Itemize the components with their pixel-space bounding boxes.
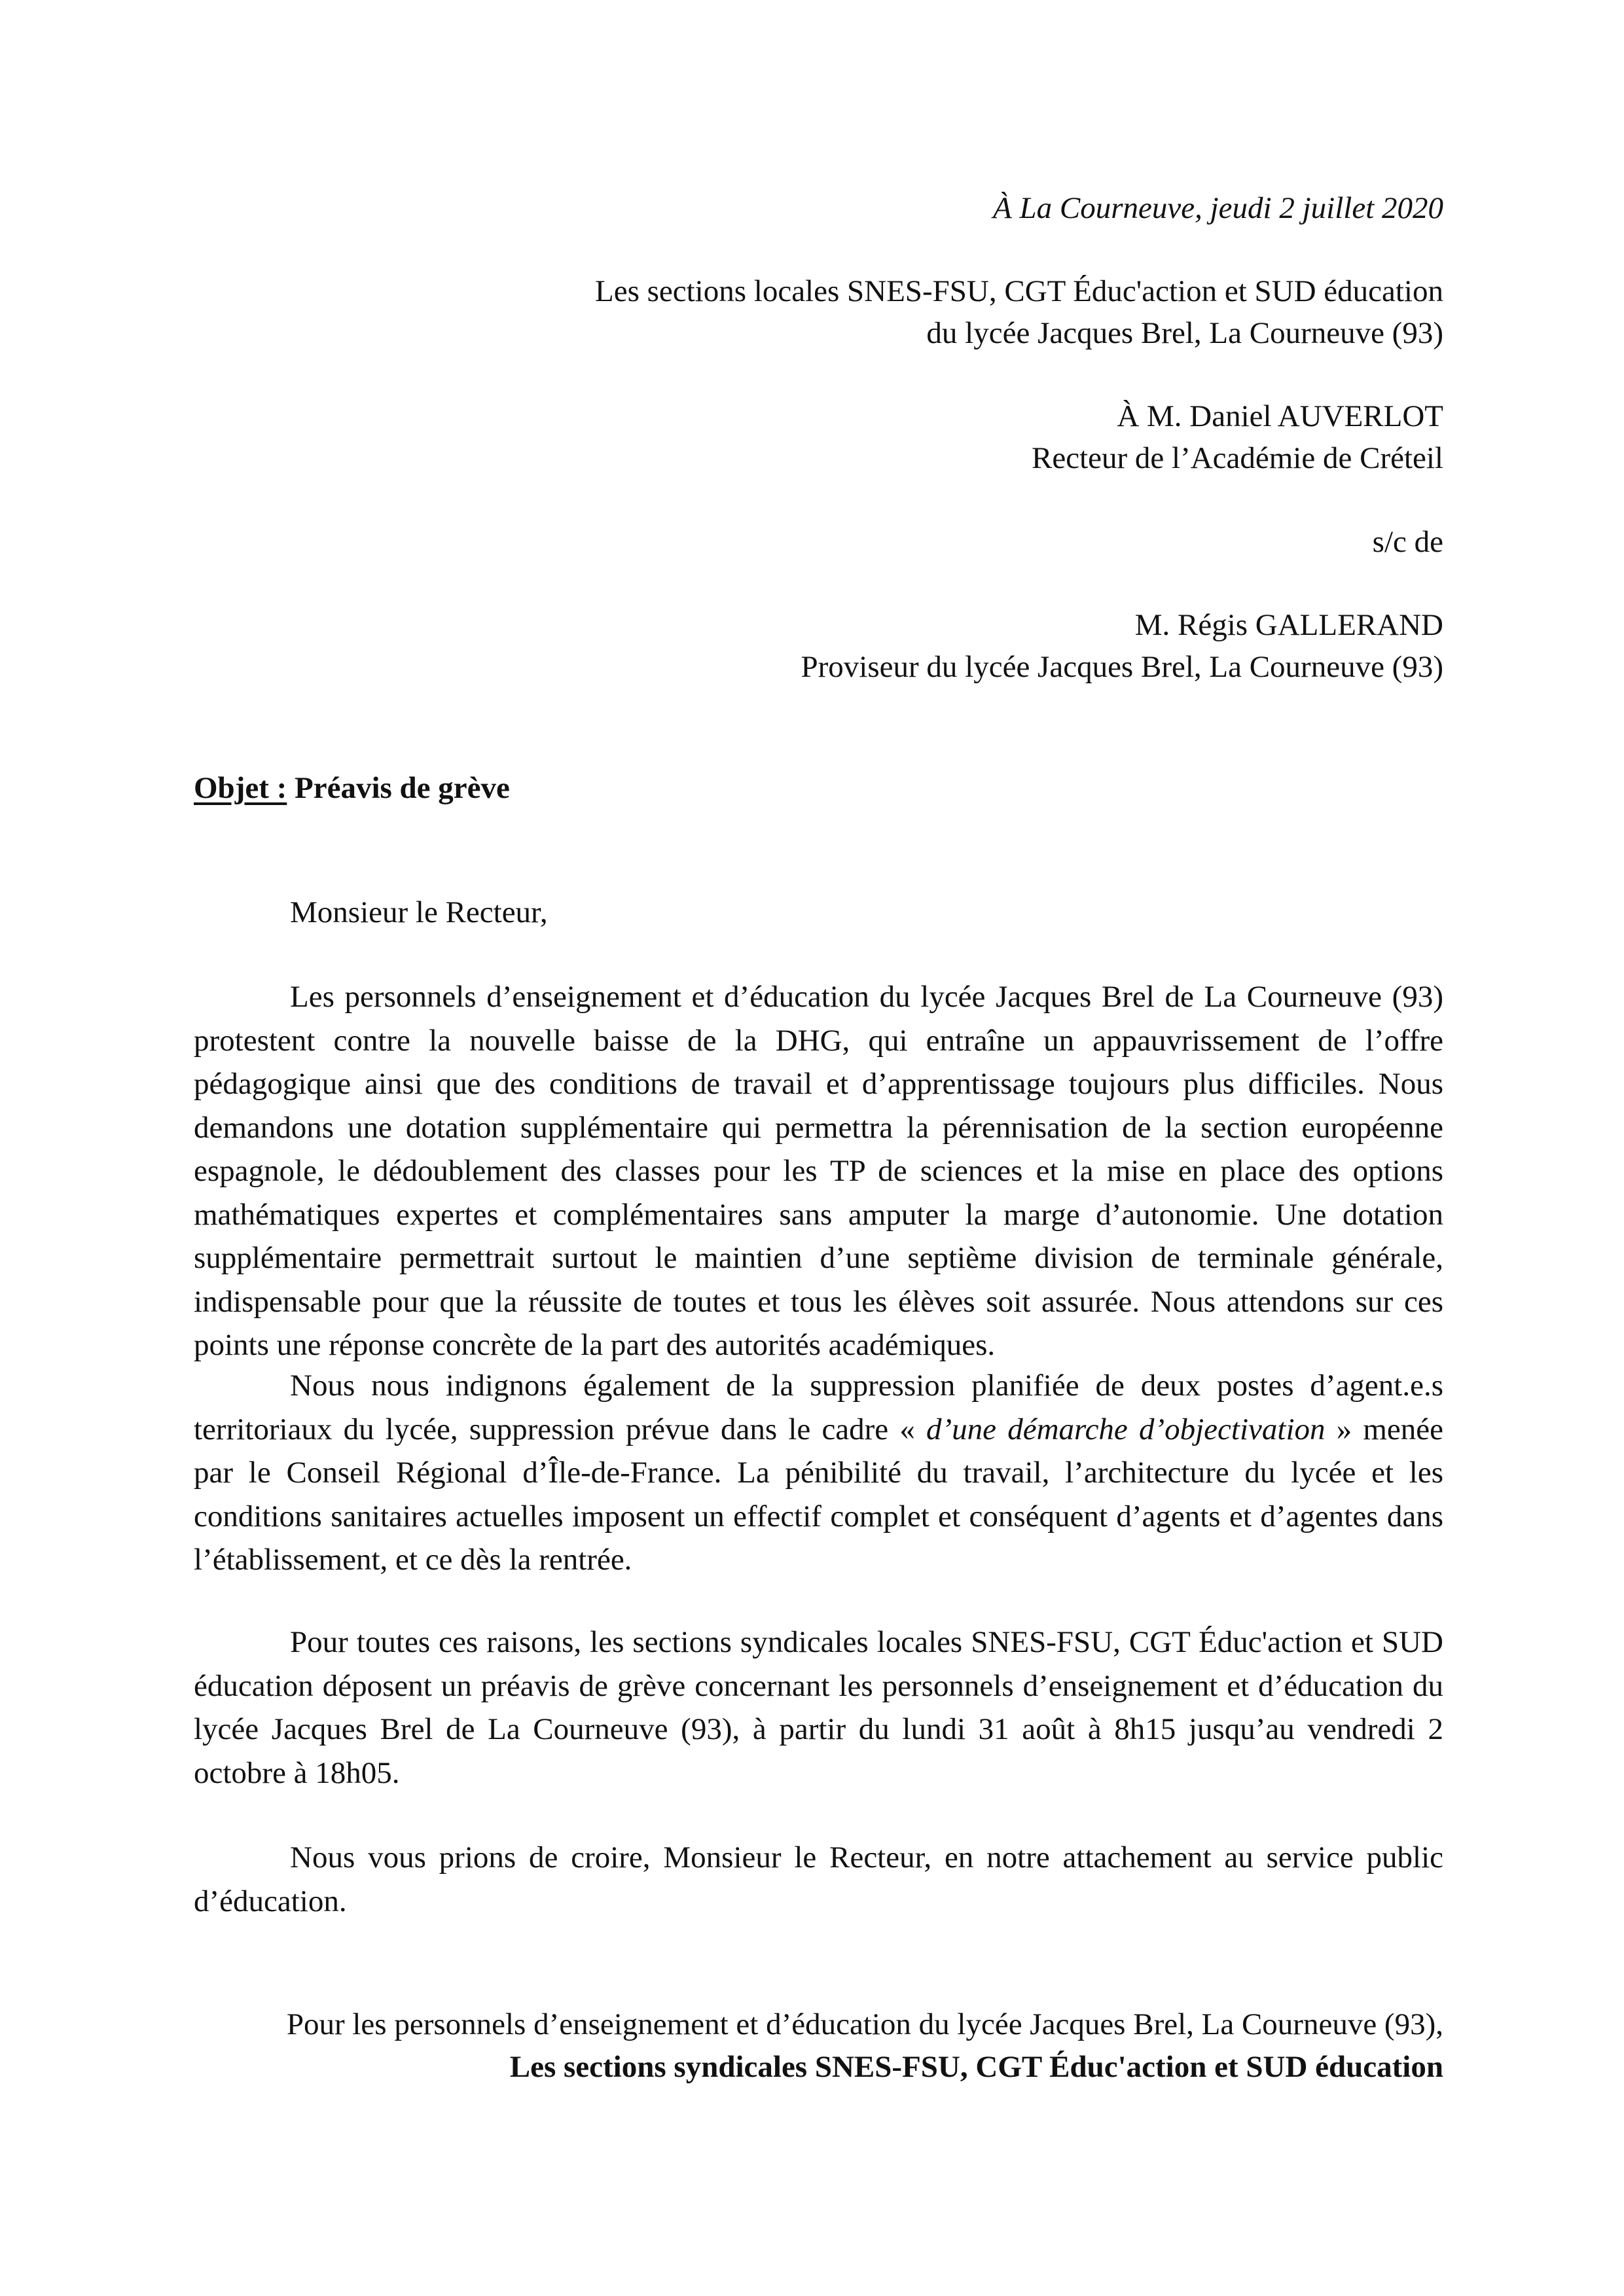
subject-line [194, 767, 510, 809]
salutation: Monsieur le Recteur, [290, 895, 548, 929]
paragraph-text: » menée par le Conseil Régional d’Île-de-France. La pénibilité du travail, l’architecture du lycée et les conditions sanitaires actuelles imposent un effectif complet et conséquent d’agents et d’agentes dans l’établissement, et ce dès la rentrée. [194, 1412, 1443, 1577]
sender-line: Les sections locales SNES-FSU, CGT Éduc'action et SUD éducation [595, 274, 1443, 308]
subject-text: Préavis de grève [295, 771, 510, 805]
paragraph-text: Nous nous indignons également de la suppression planifiée de deux postes d’agent.e.s territoriaux du lycée, suppression prévue dans le cadre « [194, 1369, 1443, 1446]
body-paragraph [194, 1364, 1443, 1582]
sender-block [595, 270, 1443, 354]
body-paragraph: Pour toutes ces raisons, les sections syndicales locales SNES-FSU, CGT Éduc'action et SUD éducation déposent un préavis de grève concernant les personnels d’enseignement et d’éducation du lycée Jacques Brel de La Courneuve (93), à partir du lundi 31 août à 8h15 jusqu’au vendredi 2 octobre à 18h05. [194, 1625, 1443, 1790]
signature-line: Les sections syndicales SNES-FSU, CGT Éduc'action et SUD éducation [509, 2050, 1443, 2084]
recipient-title: Recteur de l’Académie de Créteil [1032, 441, 1443, 475]
body-paragraph: Nous vous prions de croire, Monsieur le Recteur, en notre attachement au service public d’éducation. [194, 1840, 1443, 1918]
sc-recipient-block [801, 604, 1443, 688]
recipient-block [1032, 395, 1443, 479]
recipient-name: À M. Daniel AUVERLOT [1117, 399, 1443, 433]
sc-label: s/c de [1372, 525, 1443, 559]
sc-recipient-title: Proviseur du lycée Jacques Brel, La Courneuve (93) [801, 650, 1443, 684]
closing-line: Pour les personnels d’enseignement et d’éducation du lycée Jacques Brel, La Courneuve (93), [286, 2007, 1443, 2041]
subject-label: Objet : [194, 771, 287, 805]
letter-date: À La Courneuve, jeudi 2 juillet 2020 [993, 191, 1443, 225]
body-paragraph: Les personnels d’enseignement et d’éducation du lycée Jacques Brel de La Courneuve (93) protestent contre la nouvelle baisse de la DHG, qui entraîne un appauvrissement de l’offre pédagogique ainsi que des conditions de travail et d’apprentissage toujours plus difficiles. Nous demandons une dotation supplémentaire qui permettra la pérennisation de la section européenne espagnole, le dédoublement des classes pour les TP de sciences et la mise en place des options mathématiques expertes et complémentaires sans amputer la marge d’autonomie. Une dotation supplémentaire permettrait surtout le maintien d’une septième division de terminale générale, indispensable pour que la réussite de toutes et tous les élèves soit assurée. Nous attendons sur ces points une réponse concrète de la part des autorités académiques. [194, 980, 1443, 1362]
quoted-phrase: d’une démarche d’objectivation [926, 1412, 1326, 1446]
sc-recipient-name: M. Régis GALLERAND [1134, 608, 1443, 642]
sender-line: du lycée Jacques Brel, La Courneuve (93) [926, 316, 1443, 350]
